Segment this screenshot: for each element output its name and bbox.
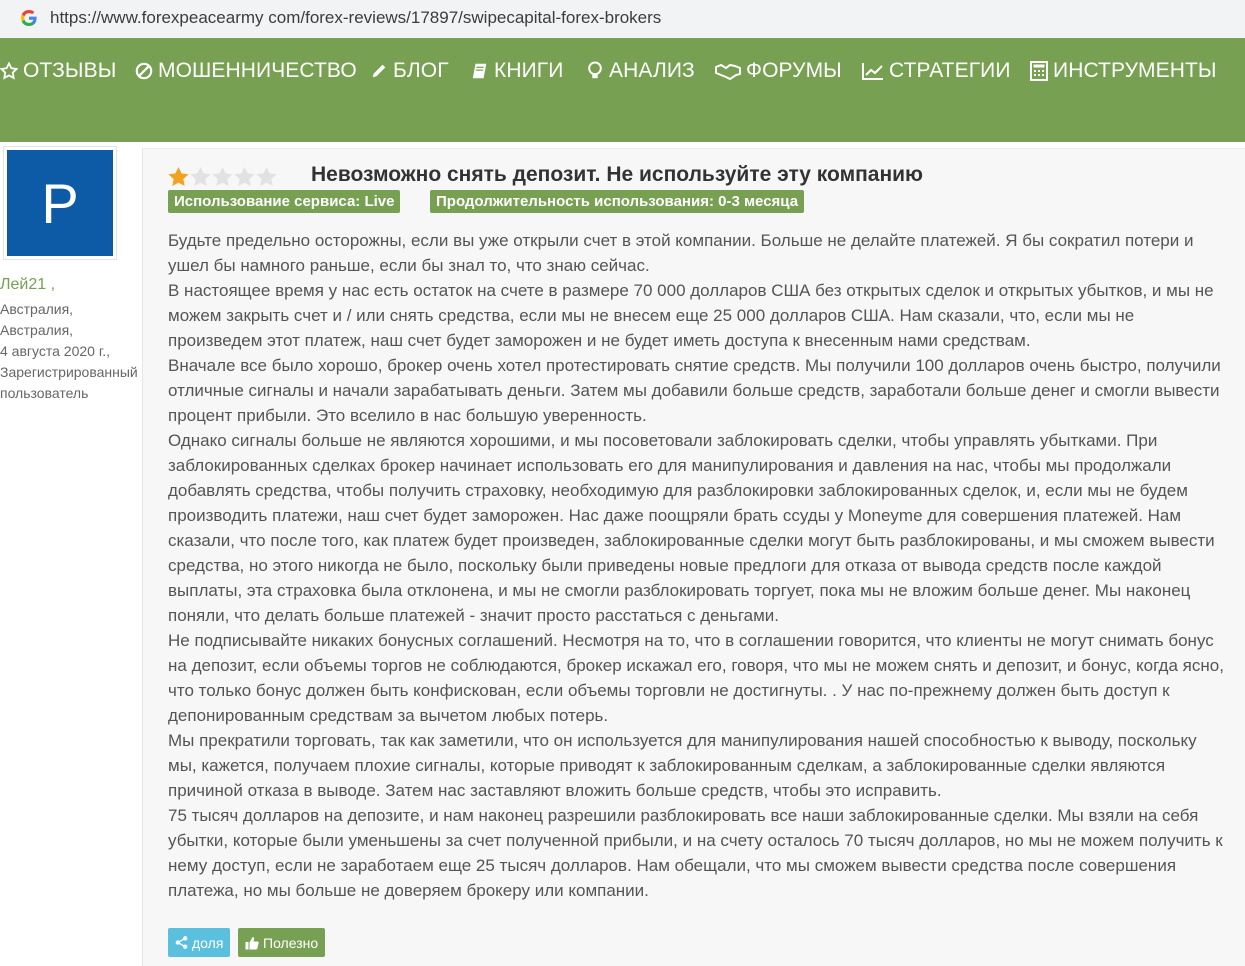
nav-item-analysis[interactable] — [586, 57, 695, 85]
helpful-button[interactable] — [238, 928, 325, 957]
nav-item-reviews[interactable] — [0, 57, 116, 85]
user-status-secondary: пользователь — [0, 385, 89, 401]
star-outline-icon — [0, 62, 18, 80]
calculator-icon — [1030, 61, 1048, 81]
review-paragraph: Не подписывайте никаких бонусных соглашений. Несмотря на то, что в соглашении говорится, что клиенты не могут снимать бонус на депозит, если объемы торгов не соблюдаются, брокер искажал его, говоря, что мы не можем снять и депозит, и бонус, когда ясно, что только бонус должен быть конфискован, если объемы торговли не достигнуты. . У нас по-прежнему должен быть доступ к депонированным средствам за вычетом любых потерь. — [168, 631, 1224, 725]
star-empty-icon — [234, 167, 255, 187]
star-empty-icon — [190, 167, 211, 187]
review-paragraph: 75 тысяч долларов на депозите, и нам наконец разрешили разблокировать все наши заблокированные сделки. Мы взяли на себя убытки, которые были уменьшены за счет полученной прибыли, и на счету осталось 70 тысяч долларов, но мы не можем получить к нему доступ, если не заработаем еще 25 тысяч долларов. Нам обещали, что мы сможем вывести средства после совершения платежа, но мы больше не доверяем брокеру или компании. — [168, 806, 1223, 900]
review-paragraph: Однако сигналы больше не являются хорошими, и мы посоветовали заблокировать сделки, чтобы управлять убытками. При заблокированных сделках брокер начинает использовать его для манипулирования и давления на нас, чтобы мы продолжали добавлять средства, чтобы получить страховку, необходимую для разблокировки заблокированных сделок, и, если мы не будем производить платежи, наш счет будет заморожен. Нас даже поощряли брать ссуды у Moneyme для совершения платежей. Нам сказали, что после того, как платеж будет произведен, заблокированные сделки могут быть разблокированы, и мы сможем вывести средства, но этого никогда не было, поскольку были приведены новые предлоги для отказа от вывода средств после каждой выплаты, эта страховка была отклонена, и мы не смогли разблокировать торгует, пока мы не вложим больше денег. Мы наконец поняли, что делать больше платежей - значит просто расстаться с деньгами. — [168, 431, 1215, 625]
star-empty-icon — [212, 167, 233, 187]
review-paragraph: Мы прекратили торговать, так как заметили, что он используется для манипулирования нашей способностью к выводу, поскольку мы, кажется, получаем плохие сигналы, которые приводят к заблокированным сделкам, а заблокированные сделки являются причиной отказа в выводе. Затем нас заставляют вложить больше средств, чтобы это исправить. — [168, 731, 1197, 800]
nav-label: АНАЛИЗ — [609, 59, 695, 82]
share-label: доля — [192, 934, 224, 951]
nav-label: КНИГИ — [494, 59, 564, 82]
share-button[interactable] — [168, 928, 230, 957]
nav-label: БЛОГ — [393, 59, 449, 82]
pencil-icon — [370, 62, 388, 80]
user-status: Зарегистрированный — [0, 364, 138, 380]
user-review-date: 4 августа 2020 г., — [0, 343, 110, 359]
review-paragraph: Вначале все было хорошо, брокер очень хотел протестировать снятие средств. Мы получили 100 долларов очень быстро, получили отличные сигналы и начали зарабатывать деньги. Затем мы добавили больше средств, заработали больше денег и смогли вывести процент прибыли. Это вселило в нас большую уверенность. — [168, 356, 1221, 425]
nav-item-strategies[interactable] — [862, 57, 1011, 85]
service-usage-tag: Использование сервиса: Live — [168, 190, 400, 213]
browser-address-bar[interactable] — [0, 0, 1245, 39]
nav-item-books[interactable] — [471, 57, 563, 85]
handshake-icon — [715, 62, 741, 80]
main-navigation — [0, 38, 1245, 142]
user-location: Австралия, — [0, 301, 74, 317]
review-paragraph: В настоящее время у нас есть остаток на счете в размере 70 000 долларов США без открытых сделок и открытых убытков, и мы не можем закрыть счет и / или снять средства, если мы не внесем еще 25 000 долларов США. Нам сказали, что, если мы не произведем этот платеж, наш счет будет заморожен и не будет иметь доступа к внесенным нами средствам. — [168, 281, 1214, 350]
ban-icon — [135, 62, 153, 80]
nav-label: СТРАТЕГИИ — [889, 59, 1011, 82]
nav-label: ИНСТРУМЕНТЫ — [1053, 59, 1217, 82]
book-icon — [471, 62, 489, 80]
review-paragraph: Будьте предельно осторожны, если вы уже открыли счет в этой компании. Больше не делайте платежей. Я бы сократил потери и ушел бы намного раньше, если бы знал то, что знаю сейчас. — [168, 231, 1194, 275]
review-body — [168, 228, 1228, 903]
user-location-secondary: Австралия, — [0, 322, 74, 338]
helpful-label: Полезно — [263, 934, 319, 951]
star-filled-icon — [168, 167, 189, 187]
user-name-link[interactable]: Лей21 , — [0, 276, 56, 293]
thumbs-up-icon — [245, 936, 259, 950]
nav-item-forums[interactable] — [715, 57, 842, 85]
star-empty-icon — [256, 167, 277, 187]
avatar-letter: P — [41, 171, 79, 235]
star-rating — [168, 167, 277, 187]
nav-item-fraud[interactable] — [135, 57, 357, 85]
google-icon — [19, 8, 39, 28]
nav-label: ОТЗЫВЫ — [23, 59, 117, 82]
url-text[interactable]: https://www.forexpeacearmy com/forex-reviews/17897/swipecapital-forex-brokers — [50, 8, 662, 27]
review-title: Невозможно снять депозит. Не используйте эту компанию — [311, 163, 923, 186]
nav-item-blog[interactable] — [370, 57, 449, 85]
lightbulb-icon — [586, 61, 604, 81]
line-chart-icon — [862, 62, 884, 80]
nav-label: МОШЕННИЧЕСТВО — [158, 59, 357, 82]
nav-item-tools[interactable] — [1030, 57, 1217, 85]
usage-duration-tag: Продолжительность использования: 0-3 месяца — [430, 190, 804, 213]
nav-label: ФОРУМЫ — [746, 59, 842, 82]
share-icon — [175, 936, 188, 949]
avatar[interactable] — [4, 147, 116, 259]
